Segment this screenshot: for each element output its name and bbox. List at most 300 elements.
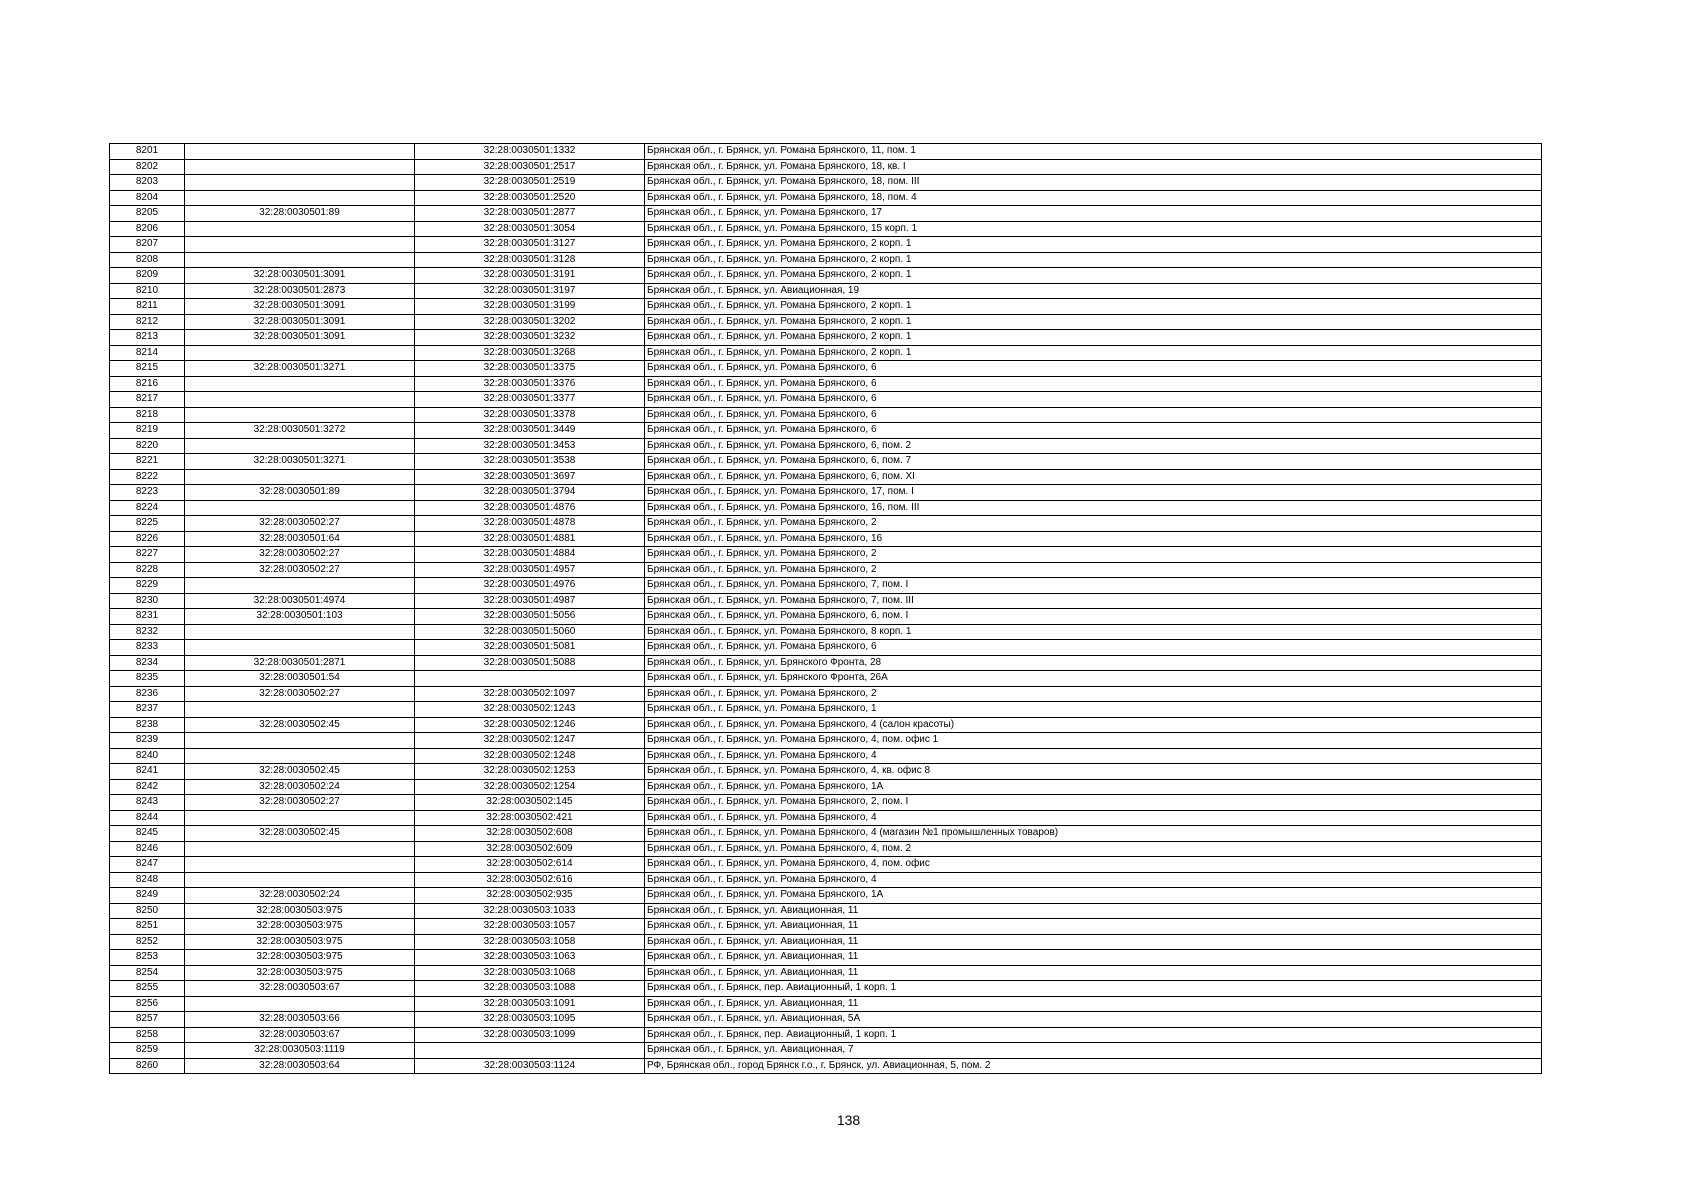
cadastral-number-cell: 32:28:0030503:1057 bbox=[415, 919, 645, 935]
row-number-cell: 8225 bbox=[110, 516, 185, 532]
parent-cadastral-number-cell: 32:28:0030502:27 bbox=[185, 795, 415, 811]
row-number-cell: 8201 bbox=[110, 144, 185, 160]
cadastral-number-cell: 32:28:0030502:608 bbox=[415, 826, 645, 842]
parent-cadastral-number-cell bbox=[185, 237, 415, 253]
cadastral-number-cell: 32:28:0030501:3376 bbox=[415, 376, 645, 392]
cadastral-number-cell: 32:28:0030501:3449 bbox=[415, 423, 645, 439]
parent-cadastral-number-cell bbox=[185, 841, 415, 857]
address-cell: РФ, Брянская обл., город Брянск г.о., г. Брянск, ул. Авиационная, 5, пом. 2 bbox=[645, 1058, 1542, 1074]
table-row bbox=[110, 206, 1542, 222]
cadastral-number-cell: 32:28:0030502:616 bbox=[415, 872, 645, 888]
cadastral-number-cell: 32:28:0030502:614 bbox=[415, 857, 645, 873]
row-number-cell: 8232 bbox=[110, 624, 185, 640]
address-cell: Брянская обл., г. Брянск, ул. Романа Брянского, 4 bbox=[645, 748, 1542, 764]
cadastral-number-cell: 32:28:0030503:1063 bbox=[415, 950, 645, 966]
cadastral-number-cell: 32:28:0030501:3453 bbox=[415, 438, 645, 454]
table-row bbox=[110, 919, 1542, 935]
table-row bbox=[110, 516, 1542, 532]
parent-cadastral-number-cell: 32:28:0030502:24 bbox=[185, 888, 415, 904]
cadastral-number-cell: 32:28:0030503:1033 bbox=[415, 903, 645, 919]
row-number-cell: 8240 bbox=[110, 748, 185, 764]
parent-cadastral-number-cell bbox=[185, 872, 415, 888]
table-row bbox=[110, 934, 1542, 950]
row-number-cell: 8206 bbox=[110, 221, 185, 237]
table-row bbox=[110, 376, 1542, 392]
parent-cadastral-number-cell bbox=[185, 500, 415, 516]
row-number-cell: 8248 bbox=[110, 872, 185, 888]
address-cell: Брянская обл., г. Брянск, ул. Романа Брянского, 11, пом. 1 bbox=[645, 144, 1542, 160]
cadastral-number-cell: 32:28:0030503:1058 bbox=[415, 934, 645, 950]
parent-cadastral-number-cell: 32:28:0030502:27 bbox=[185, 547, 415, 563]
cadastral-number-cell: 32:28:0030502:421 bbox=[415, 810, 645, 826]
parent-cadastral-number-cell: 32:28:0030502:27 bbox=[185, 562, 415, 578]
cadastral-number-cell: 32:28:0030501:4884 bbox=[415, 547, 645, 563]
parent-cadastral-number-cell: 32:28:0030503:975 bbox=[185, 934, 415, 950]
cadastral-number-cell: 32:28:0030503:1095 bbox=[415, 1012, 645, 1028]
table-row bbox=[110, 764, 1542, 780]
cadastral-number-cell: 32:28:0030501:3197 bbox=[415, 283, 645, 299]
address-cell: Брянская обл., г. Брянск, ул. Романа Брянского, 4, кв. офис 8 bbox=[645, 764, 1542, 780]
parent-cadastral-number-cell: 32:28:0030502:24 bbox=[185, 779, 415, 795]
cadastral-number-cell: 32:28:0030502:1243 bbox=[415, 702, 645, 718]
cadastral-number-cell: 32:28:0030501:3375 bbox=[415, 361, 645, 377]
parent-cadastral-number-cell bbox=[185, 748, 415, 764]
cadastral-number-cell: 32:28:0030501:3199 bbox=[415, 299, 645, 315]
address-cell: Брянская обл., г. Брянск, ул. Авиационная, 11 bbox=[645, 996, 1542, 1012]
address-cell: Брянская обл., г. Брянск, ул. Романа Брянского, 2 корп. 1 bbox=[645, 237, 1542, 253]
cadastral-number-cell: 32:28:0030502:1247 bbox=[415, 733, 645, 749]
parent-cadastral-number-cell bbox=[185, 345, 415, 361]
table-row bbox=[110, 454, 1542, 470]
cadastral-number-cell: 32:28:0030503:1124 bbox=[415, 1058, 645, 1074]
cadastral-number-cell: 32:28:0030503:1091 bbox=[415, 996, 645, 1012]
row-number-cell: 8250 bbox=[110, 903, 185, 919]
address-cell: Брянская обл., г. Брянск, пер. Авиационный, 1 корп. 1 bbox=[645, 981, 1542, 997]
row-number-cell: 8243 bbox=[110, 795, 185, 811]
address-cell: Брянская обл., г. Брянск, ул. Романа Брянского, 4, пом. офис bbox=[645, 857, 1542, 873]
address-cell: Брянская обл., г. Брянск, ул. Романа Брянского, 16, пом. III bbox=[645, 500, 1542, 516]
row-number-cell: 8214 bbox=[110, 345, 185, 361]
cadastral-number-cell: 32:28:0030501:2519 bbox=[415, 175, 645, 191]
row-number-cell: 8257 bbox=[110, 1012, 185, 1028]
table-row bbox=[110, 593, 1542, 609]
parent-cadastral-number-cell: 32:28:0030502:27 bbox=[185, 686, 415, 702]
row-number-cell: 8241 bbox=[110, 764, 185, 780]
parent-cadastral-number-cell: 32:28:0030501:64 bbox=[185, 531, 415, 547]
row-number-cell: 8230 bbox=[110, 593, 185, 609]
address-cell: Брянская обл., г. Брянск, ул. Романа Брянского, 4 (магазин №1 промышленных товаров) bbox=[645, 826, 1542, 842]
table-row bbox=[110, 779, 1542, 795]
cadastral-number-cell: 32:28:0030501:3538 bbox=[415, 454, 645, 470]
row-number-cell: 8256 bbox=[110, 996, 185, 1012]
address-cell: Брянская обл., г. Брянск, ул. Романа Брянского, 7, пом. I bbox=[645, 578, 1542, 594]
parent-cadastral-number-cell bbox=[185, 159, 415, 175]
parent-cadastral-number-cell bbox=[185, 252, 415, 268]
row-number-cell: 8238 bbox=[110, 717, 185, 733]
table-row bbox=[110, 562, 1542, 578]
address-cell: Брянская обл., г. Брянск, ул. Романа Брянского, 2 корп. 1 bbox=[645, 252, 1542, 268]
row-number-cell: 8234 bbox=[110, 655, 185, 671]
address-cell: Брянская обл., г. Брянск, ул. Романа Брянского, 7, пом. III bbox=[645, 593, 1542, 609]
registry-table-body bbox=[110, 144, 1542, 1074]
parent-cadastral-number-cell bbox=[185, 624, 415, 640]
parent-cadastral-number-cell bbox=[185, 640, 415, 656]
parent-cadastral-number-cell bbox=[185, 810, 415, 826]
parent-cadastral-number-cell bbox=[185, 857, 415, 873]
row-number-cell: 8213 bbox=[110, 330, 185, 346]
address-cell: Брянская обл., г. Брянск, ул. Романа Брянского, 1 bbox=[645, 702, 1542, 718]
row-number-cell: 8255 bbox=[110, 981, 185, 997]
cadastral-number-cell: 32:28:0030501:3127 bbox=[415, 237, 645, 253]
table-row bbox=[110, 950, 1542, 966]
address-cell: Брянская обл., г. Брянск, ул. Романа Брянского, 6 bbox=[645, 423, 1542, 439]
row-number-cell: 8215 bbox=[110, 361, 185, 377]
parent-cadastral-number-cell: 32:28:0030501:89 bbox=[185, 206, 415, 222]
address-cell: Брянская обл., г. Брянск, ул. Романа Брянского, 2 корп. 1 bbox=[645, 299, 1542, 315]
row-number-cell: 8249 bbox=[110, 888, 185, 904]
row-number-cell: 8246 bbox=[110, 841, 185, 857]
cadastral-number-cell: 32:28:0030501:5060 bbox=[415, 624, 645, 640]
row-number-cell: 8203 bbox=[110, 175, 185, 191]
cadastral-number-cell: 32:28:0030501:3377 bbox=[415, 392, 645, 408]
row-number-cell: 8235 bbox=[110, 671, 185, 687]
parent-cadastral-number-cell bbox=[185, 392, 415, 408]
address-cell: Брянская обл., г. Брянск, ул. Брянского Фронта, 28 bbox=[645, 655, 1542, 671]
cadastral-number-cell: 32:28:0030502:935 bbox=[415, 888, 645, 904]
row-number-cell: 8253 bbox=[110, 950, 185, 966]
row-number-cell: 8227 bbox=[110, 547, 185, 563]
parent-cadastral-number-cell: 32:28:0030501:3271 bbox=[185, 454, 415, 470]
cadastral-number-cell: 32:28:0030501:3191 bbox=[415, 268, 645, 284]
row-number-cell: 8231 bbox=[110, 609, 185, 625]
row-number-cell: 8221 bbox=[110, 454, 185, 470]
table-row bbox=[110, 283, 1542, 299]
parent-cadastral-number-cell: 32:28:0030502:27 bbox=[185, 516, 415, 532]
table-row bbox=[110, 640, 1542, 656]
address-cell: Брянская обл., г. Брянск, ул. Романа Брянского, 6 bbox=[645, 376, 1542, 392]
row-number-cell: 8218 bbox=[110, 407, 185, 423]
table-row bbox=[110, 361, 1542, 377]
cadastral-number-cell: 32:28:0030501:3697 bbox=[415, 469, 645, 485]
table-row bbox=[110, 624, 1542, 640]
table-row bbox=[110, 903, 1542, 919]
address-cell: Брянская обл., г. Брянск, ул. Романа Брянского, 6 bbox=[645, 640, 1542, 656]
table-row bbox=[110, 500, 1542, 516]
address-cell: Брянская обл., г. Брянск, ул. Авиационная, 7 bbox=[645, 1043, 1542, 1059]
row-number-cell: 8222 bbox=[110, 469, 185, 485]
address-cell: Брянская обл., г. Брянск, ул. Авиационная, 19 bbox=[645, 283, 1542, 299]
row-number-cell: 8259 bbox=[110, 1043, 185, 1059]
cadastral-number-cell: 32:28:0030502:1254 bbox=[415, 779, 645, 795]
address-cell: Брянская обл., г. Брянск, ул. Романа Брянского, 6, пом. 2 bbox=[645, 438, 1542, 454]
address-cell: Брянская обл., г. Брянск, ул. Романа Брянского, 6, пом. XI bbox=[645, 469, 1542, 485]
row-number-cell: 8237 bbox=[110, 702, 185, 718]
cadastral-number-cell: 32:28:0030501:4878 bbox=[415, 516, 645, 532]
row-number-cell: 8258 bbox=[110, 1027, 185, 1043]
address-cell: Брянская обл., г. Брянск, ул. Романа Брянского, 6 bbox=[645, 361, 1542, 377]
table-row bbox=[110, 872, 1542, 888]
page-number: 138 bbox=[836, 1112, 861, 1128]
table-row bbox=[110, 547, 1542, 563]
table-row bbox=[110, 609, 1542, 625]
address-cell: Брянская обл., г. Брянск, ул. Романа Брянского, 2 bbox=[645, 547, 1542, 563]
table-row bbox=[110, 190, 1542, 206]
parent-cadastral-number-cell: 32:28:0030503:66 bbox=[185, 1012, 415, 1028]
table-row bbox=[110, 857, 1542, 873]
cadastral-number-cell: 32:28:0030501:3054 bbox=[415, 221, 645, 237]
address-cell: Брянская обл., г. Брянск, ул. Романа Брянского, 2 корп. 1 bbox=[645, 345, 1542, 361]
parent-cadastral-number-cell: 32:28:0030503:975 bbox=[185, 919, 415, 935]
row-number-cell: 8244 bbox=[110, 810, 185, 826]
row-number-cell: 8212 bbox=[110, 314, 185, 330]
address-cell: Брянская обл., г. Брянск, ул. Романа Брянского, 17 bbox=[645, 206, 1542, 222]
address-cell: Брянская обл., г. Брянск, ул. Романа Брянского, 18, пом. 4 bbox=[645, 190, 1542, 206]
table-row bbox=[110, 748, 1542, 764]
cadastral-number-cell: 32:28:0030501:4976 bbox=[415, 578, 645, 594]
parent-cadastral-number-cell: 32:28:0030501:3091 bbox=[185, 299, 415, 315]
table-row bbox=[110, 330, 1542, 346]
parent-cadastral-number-cell: 32:28:0030501:54 bbox=[185, 671, 415, 687]
parent-cadastral-number-cell: 32:28:0030503:975 bbox=[185, 965, 415, 981]
row-number-cell: 8245 bbox=[110, 826, 185, 842]
cadastral-number-cell bbox=[415, 671, 645, 687]
table-row bbox=[110, 469, 1542, 485]
cadastral-number-cell: 32:28:0030502:1246 bbox=[415, 717, 645, 733]
address-cell: Брянская обл., г. Брянск, ул. Романа Брянского, 4, пом. офис 1 bbox=[645, 733, 1542, 749]
table-row bbox=[110, 423, 1542, 439]
address-cell: Брянская обл., г. Брянск, ул. Романа Брянского, 18, пом. III bbox=[645, 175, 1542, 191]
parent-cadastral-number-cell bbox=[185, 469, 415, 485]
address-cell: Брянская обл., г. Брянск, ул. Романа Брянского, 4, пом. 2 bbox=[645, 841, 1542, 857]
table-row bbox=[110, 686, 1542, 702]
row-number-cell: 8236 bbox=[110, 686, 185, 702]
table-row bbox=[110, 841, 1542, 857]
table-row bbox=[110, 795, 1542, 811]
parent-cadastral-number-cell: 32:28:0030501:4974 bbox=[185, 593, 415, 609]
parent-cadastral-number-cell: 32:28:0030501:3091 bbox=[185, 314, 415, 330]
row-number-cell: 8207 bbox=[110, 237, 185, 253]
table-row bbox=[110, 221, 1542, 237]
parent-cadastral-number-cell: 32:28:0030503:975 bbox=[185, 903, 415, 919]
table-row bbox=[110, 578, 1542, 594]
table-row bbox=[110, 1027, 1542, 1043]
table-row bbox=[110, 826, 1542, 842]
cadastral-number-cell: 32:28:0030501:2520 bbox=[415, 190, 645, 206]
row-number-cell: 8242 bbox=[110, 779, 185, 795]
parent-cadastral-number-cell bbox=[185, 221, 415, 237]
address-cell: Брянская обл., г. Брянск, ул. Романа Брянского, 15 корп. 1 bbox=[645, 221, 1542, 237]
address-cell: Брянская обл., г. Брянск, ул. Авиационная, 11 bbox=[645, 934, 1542, 950]
parent-cadastral-number-cell bbox=[185, 438, 415, 454]
parent-cadastral-number-cell: 32:28:0030503:975 bbox=[185, 950, 415, 966]
row-number-cell: 8229 bbox=[110, 578, 185, 594]
address-cell: Брянская обл., г. Брянск, ул. Авиационная, 11 bbox=[645, 965, 1542, 981]
cadastral-number-cell: 32:28:0030503:1068 bbox=[415, 965, 645, 981]
address-cell: Брянская обл., г. Брянск, ул. Романа Брянского, 2 корп. 1 bbox=[645, 314, 1542, 330]
address-cell: Брянская обл., г. Брянск, ул. Романа Брянского, 18, кв. I bbox=[645, 159, 1542, 175]
cadastral-number-cell bbox=[415, 1043, 645, 1059]
table-row bbox=[110, 237, 1542, 253]
table-row bbox=[110, 175, 1542, 191]
parent-cadastral-number-cell: 32:28:0030501:2873 bbox=[185, 283, 415, 299]
parent-cadastral-number-cell: 32:28:0030503:67 bbox=[185, 981, 415, 997]
cadastral-number-cell: 32:28:0030501:5088 bbox=[415, 655, 645, 671]
address-cell: Брянская обл., г. Брянск, ул. Авиационная, 11 bbox=[645, 950, 1542, 966]
row-number-cell: 8210 bbox=[110, 283, 185, 299]
address-cell: Брянская обл., г. Брянск, ул. Романа Брянского, 2 корп. 1 bbox=[645, 330, 1542, 346]
table-row bbox=[110, 733, 1542, 749]
row-number-cell: 8216 bbox=[110, 376, 185, 392]
table-row bbox=[110, 702, 1542, 718]
table-row bbox=[110, 252, 1542, 268]
table-row bbox=[110, 671, 1542, 687]
parent-cadastral-number-cell: 32:28:0030503:67 bbox=[185, 1027, 415, 1043]
table-row bbox=[110, 268, 1542, 284]
address-cell: Брянская обл., г. Брянск, ул. Романа Брянского, 6 bbox=[645, 407, 1542, 423]
parent-cadastral-number-cell bbox=[185, 376, 415, 392]
table-row bbox=[110, 1043, 1542, 1059]
address-cell: Брянская обл., г. Брянск, ул. Романа Брянского, 2 bbox=[645, 562, 1542, 578]
parent-cadastral-number-cell bbox=[185, 733, 415, 749]
cadastral-number-cell: 32:28:0030502:1248 bbox=[415, 748, 645, 764]
table-row bbox=[110, 438, 1542, 454]
address-cell: Брянская обл., г. Брянск, ул. Романа Брянского, 1А bbox=[645, 888, 1542, 904]
cadastral-number-cell: 32:28:0030501:3794 bbox=[415, 485, 645, 501]
row-number-cell: 8254 bbox=[110, 965, 185, 981]
address-cell: Брянская обл., г. Брянск, ул. Романа Брянского, 4 bbox=[645, 810, 1542, 826]
table-row bbox=[110, 888, 1542, 904]
parent-cadastral-number-cell: 32:28:0030501:3271 bbox=[185, 361, 415, 377]
parent-cadastral-number-cell bbox=[185, 175, 415, 191]
table-row bbox=[110, 965, 1542, 981]
cadastral-number-cell: 32:28:0030501:3202 bbox=[415, 314, 645, 330]
cadastral-number-cell: 32:28:0030502:145 bbox=[415, 795, 645, 811]
parent-cadastral-number-cell: 32:28:0030501:103 bbox=[185, 609, 415, 625]
table-row bbox=[110, 407, 1542, 423]
address-cell: Брянская обл., г. Брянск, ул. Авиационная, 5А bbox=[645, 1012, 1542, 1028]
property-registry-table bbox=[109, 143, 1542, 1074]
parent-cadastral-number-cell bbox=[185, 702, 415, 718]
parent-cadastral-number-cell bbox=[185, 996, 415, 1012]
parent-cadastral-number-cell: 32:28:0030501:2871 bbox=[185, 655, 415, 671]
cadastral-number-cell: 32:28:0030501:4881 bbox=[415, 531, 645, 547]
address-cell: Брянская обл., г. Брянск, ул. Авиационная, 11 bbox=[645, 903, 1542, 919]
parent-cadastral-number-cell: 32:28:0030502:45 bbox=[185, 764, 415, 780]
table-row bbox=[110, 810, 1542, 826]
table-row bbox=[110, 299, 1542, 315]
parent-cadastral-number-cell bbox=[185, 190, 415, 206]
table-row bbox=[110, 655, 1542, 671]
row-number-cell: 8226 bbox=[110, 531, 185, 547]
cadastral-number-cell: 32:28:0030501:3232 bbox=[415, 330, 645, 346]
row-number-cell: 8217 bbox=[110, 392, 185, 408]
table-row bbox=[110, 1058, 1542, 1074]
row-number-cell: 8211 bbox=[110, 299, 185, 315]
address-cell: Брянская обл., г. Брянск, ул. Брянского Фронта, 26А bbox=[645, 671, 1542, 687]
address-cell: Брянская обл., г. Брянск, ул. Авиационная, 11 bbox=[645, 919, 1542, 935]
row-number-cell: 8219 bbox=[110, 423, 185, 439]
cadastral-number-cell: 32:28:0030501:5056 bbox=[415, 609, 645, 625]
cadastral-number-cell: 32:28:0030503:1099 bbox=[415, 1027, 645, 1043]
cadastral-number-cell: 32:28:0030501:4957 bbox=[415, 562, 645, 578]
row-number-cell: 8208 bbox=[110, 252, 185, 268]
table-row bbox=[110, 345, 1542, 361]
parent-cadastral-number-cell: 32:28:0030501:89 bbox=[185, 485, 415, 501]
table-row bbox=[110, 1012, 1542, 1028]
row-number-cell: 8204 bbox=[110, 190, 185, 206]
parent-cadastral-number-cell: 32:28:0030502:45 bbox=[185, 717, 415, 733]
table-row bbox=[110, 314, 1542, 330]
table-row bbox=[110, 144, 1542, 160]
table-row bbox=[110, 717, 1542, 733]
address-cell: Брянская обл., г. Брянск, ул. Романа Брянского, 1А bbox=[645, 779, 1542, 795]
cadastral-number-cell: 32:28:0030501:1332 bbox=[415, 144, 645, 160]
address-cell: Брянская обл., г. Брянск, ул. Романа Брянского, 2 корп. 1 bbox=[645, 268, 1542, 284]
parent-cadastral-number-cell: 32:28:0030501:3091 bbox=[185, 330, 415, 346]
cadastral-number-cell: 32:28:0030501:5081 bbox=[415, 640, 645, 656]
row-number-cell: 8209 bbox=[110, 268, 185, 284]
parent-cadastral-number-cell: 32:28:0030501:3272 bbox=[185, 423, 415, 439]
cadastral-number-cell: 32:28:0030501:2517 bbox=[415, 159, 645, 175]
table-row bbox=[110, 392, 1542, 408]
row-number-cell: 8260 bbox=[110, 1058, 185, 1074]
cadastral-number-cell: 32:28:0030502:1097 bbox=[415, 686, 645, 702]
parent-cadastral-number-cell bbox=[185, 578, 415, 594]
cadastral-number-cell: 32:28:0030502:609 bbox=[415, 841, 645, 857]
address-cell: Брянская обл., г. Брянск, ул. Романа Брянского, 8 корп. 1 bbox=[645, 624, 1542, 640]
address-cell: Брянская обл., г. Брянск, ул. Романа Брянского, 4 bbox=[645, 872, 1542, 888]
address-cell: Брянская обл., г. Брянск, ул. Романа Брянского, 6, пом. 7 bbox=[645, 454, 1542, 470]
parent-cadastral-number-cell: 32:28:0030503:64 bbox=[185, 1058, 415, 1074]
parent-cadastral-number-cell: 32:28:0030501:3091 bbox=[185, 268, 415, 284]
cadastral-number-cell: 32:28:0030501:3268 bbox=[415, 345, 645, 361]
cadastral-number-cell: 32:28:0030501:4987 bbox=[415, 593, 645, 609]
row-number-cell: 8233 bbox=[110, 640, 185, 656]
row-number-cell: 8220 bbox=[110, 438, 185, 454]
row-number-cell: 8228 bbox=[110, 562, 185, 578]
address-cell: Брянская обл., г. Брянск, ул. Романа Брянского, 6, пом. I bbox=[645, 609, 1542, 625]
cadastral-number-cell: 32:28:0030501:4876 bbox=[415, 500, 645, 516]
row-number-cell: 8224 bbox=[110, 500, 185, 516]
address-cell: Брянская обл., г. Брянск, пер. Авиационный, 1 корп. 1 bbox=[645, 1027, 1542, 1043]
parent-cadastral-number-cell: 32:28:0030503:1119 bbox=[185, 1043, 415, 1059]
address-cell: Брянская обл., г. Брянск, ул. Романа Брянского, 16 bbox=[645, 531, 1542, 547]
row-number-cell: 8251 bbox=[110, 919, 185, 935]
table-row bbox=[110, 531, 1542, 547]
row-number-cell: 8252 bbox=[110, 934, 185, 950]
row-number-cell: 8202 bbox=[110, 159, 185, 175]
parent-cadastral-number-cell bbox=[185, 407, 415, 423]
row-number-cell: 8223 bbox=[110, 485, 185, 501]
address-cell: Брянская обл., г. Брянск, ул. Романа Брянского, 2 bbox=[645, 516, 1542, 532]
address-cell: Брянская обл., г. Брянск, ул. Романа Брянского, 2, пом. I bbox=[645, 795, 1542, 811]
table-row bbox=[110, 981, 1542, 997]
row-number-cell: 8247 bbox=[110, 857, 185, 873]
parent-cadastral-number-cell bbox=[185, 144, 415, 160]
table-row bbox=[110, 485, 1542, 501]
parent-cadastral-number-cell: 32:28:0030502:45 bbox=[185, 826, 415, 842]
address-cell: Брянская обл., г. Брянск, ул. Романа Брянского, 6 bbox=[645, 392, 1542, 408]
address-cell: Брянская обл., г. Брянск, ул. Романа Брянского, 4 (салон красоты) bbox=[645, 717, 1542, 733]
table-row bbox=[110, 159, 1542, 175]
address-cell: Брянская обл., г. Брянск, ул. Романа Брянского, 17, пом. I bbox=[645, 485, 1542, 501]
cadastral-number-cell: 32:28:0030502:1253 bbox=[415, 764, 645, 780]
row-number-cell: 8205 bbox=[110, 206, 185, 222]
table-row bbox=[110, 996, 1542, 1012]
address-cell: Брянская обл., г. Брянск, ул. Романа Брянского, 2 bbox=[645, 686, 1542, 702]
cadastral-number-cell: 32:28:0030501:3378 bbox=[415, 407, 645, 423]
row-number-cell: 8239 bbox=[110, 733, 185, 749]
